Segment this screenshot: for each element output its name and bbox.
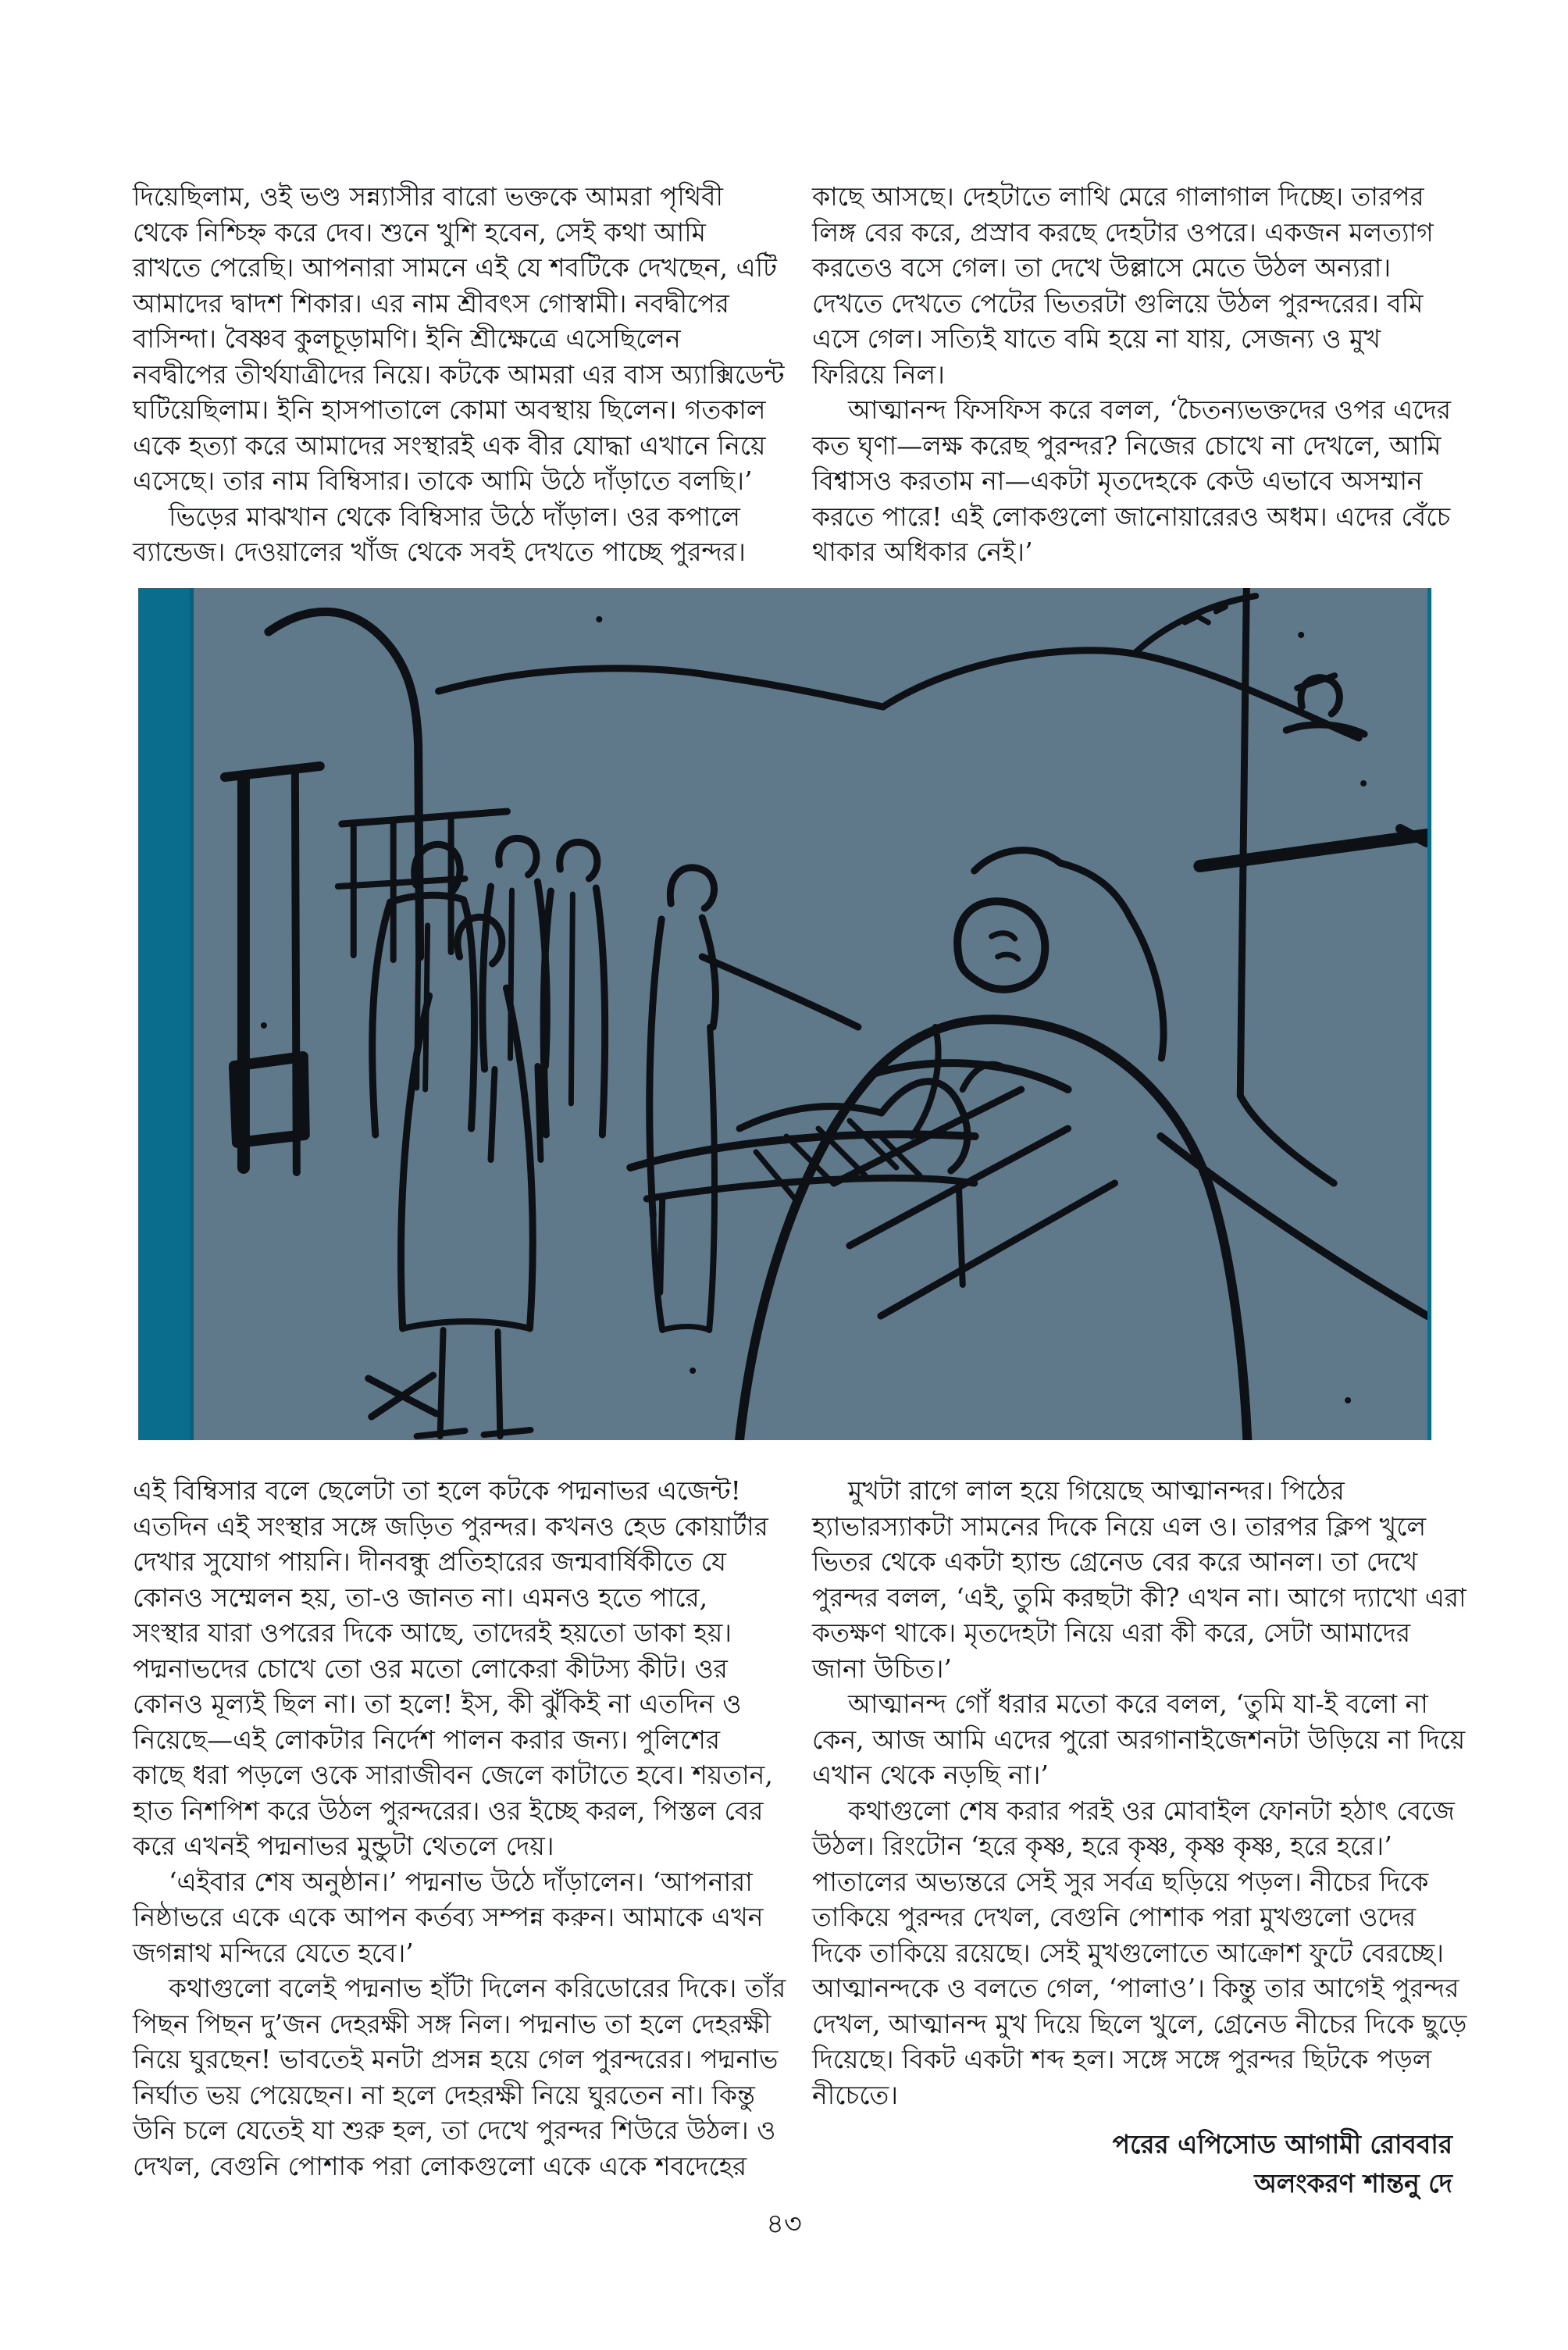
text-line: করে এখনই পদ্মনাভর মুন্ডুটা থেতলে দেয়। xyxy=(133,1831,554,1861)
text-line: দেখতে দেখতে পেটের ভিতরটা গুলিয়ে উঠল পুরন্দরের। বমি xyxy=(812,287,1424,319)
text-line: কোনও মূল্যই ছিল না। তা হলে! ইস, কী ঝুঁকিই না এতদিন ও xyxy=(133,1689,742,1719)
text-line: নবদ্বীপের তীর্থযাত্রীদের নিয়ে। কটকে আমরা এর বাস অ্যাক্সিডেন্ট xyxy=(133,358,785,390)
text-line: হাত নিশপিশ করে উঠল পুরন্দরের। ওর ইচ্ছে করল, পিস্তল বের xyxy=(133,1795,764,1826)
text-line: এখান থেকে নড়ছি না।’ xyxy=(812,1760,1049,1790)
bottom-right-text xyxy=(812,1473,1467,2113)
text-line: নিষ্ঠাভরে একে একে আপন কর্তব্য সম্পন্ন করুন। আমাকে এখন xyxy=(133,1902,764,1932)
text-line: লিঙ্গ বের করে, প্রস্রাব করছে দেহটার ওপরে। একজন মলত্যাগ xyxy=(812,216,1434,248)
text-line: করতেও বসে গেল। তা দেখে উল্লাসে মেতে উঠল অন্যরা। xyxy=(812,252,1392,283)
text-line: ঘটিয়েছিলাম। ইনি হাসপাতালে কোমা অবস্থায় ছিলেন। গতকাল xyxy=(133,394,766,425)
text-line: পিছন পিছন দু’জন দেহরক্ষী সঙ্গ নিল। পদ্মনাভ তা হলে দেহরক্ষী xyxy=(133,2008,772,2039)
text-line: নীচেতে। xyxy=(812,2079,899,2110)
text-line: করতে পারে! এই লোকগুলো জানোয়ারেরও অধম। এদের বেঁচে xyxy=(812,501,1451,532)
text-line: এই বিম্বিসার বলে ছেলেটা তা হলে কটকে পদ্মনাভর এজেন্ট! xyxy=(133,1475,741,1506)
text-line: বিশ্বাসও করতাম না—একটা মৃতদেহকে কেউ এভাবে অসম্মান xyxy=(812,465,1423,496)
text-line: পাতালের অভ্যন্তরে সেই সুর সর্বত্র ছড়িয়ে পড়ল। নীচের দিকে xyxy=(812,1866,1429,1897)
text-line: দিয়েছে। বিকট একটা শব্দ হল। সঙ্গে সঙ্গে পুরন্দর ছিটকে পড়ল xyxy=(812,2044,1432,2074)
text-line: সংস্থার যারা ওপরের দিকে আছে, তাদেরই হয়তো ডাকা হয়। xyxy=(133,1617,732,1648)
text-line: ব্যান্ডেজ। দেওয়ালের খাঁজ থেকে সবই দেখতে পাচ্ছে পুরন্দর। xyxy=(133,537,746,567)
text-line: থাকার অধিকার নেই।’ xyxy=(812,537,1033,567)
illustration-canvas xyxy=(194,588,1431,1440)
text-line: উঠল। রিংটোন ‘হরে কৃষ্ণ, হরে কৃষ্ণ, কৃষ্ণ কৃষ্ণ, হরে হরে।’ xyxy=(812,1831,1392,1861)
text-line: তাকিয়ে পুরন্দর দেখল, বেগুনি পোশাক পরা মুখগুলো ওদের xyxy=(812,1902,1417,1932)
text-line: আমাদের দ্বাদশ শিকার। এর নাম শ্রীবৎস গোস্বামী। নবদ্বীপের xyxy=(133,287,729,319)
text-line: কতক্ষণ থাকে। মৃতদেহটা নিয়ে এরা কী করে, সেটা আমাদের xyxy=(812,1617,1411,1648)
text-line: বাসিন্দা। বৈষ্ণব কুলচূড়ামণি। ইনি শ্রীক্ষেত্রে এসেছিলেন xyxy=(133,323,681,354)
text-line: আত্মানন্দ ফিসফিস করে বলল, ‘চৈতন্যভক্তদের ওপর এদের xyxy=(848,394,1451,425)
text-line: এসে গেল। সত্যিই যাতে বমি হয়ে না যায়, সেজন্য ও মুখ xyxy=(812,323,1381,354)
text-line: জানা উচিত।’ xyxy=(812,1653,952,1684)
top-left-column xyxy=(133,179,785,570)
text-line: পদ্মনাভদের চোখে তো ওর মতো লোকেরা কীটস্য কীট। ওর xyxy=(133,1653,728,1684)
text-line: দেখার সুযোগ পায়নি। দীনবন্ধু প্রতিহারের জন্মবার্ষিকীতে যে xyxy=(133,1546,726,1577)
text-line: রাখতে পেরেছি। আপনারা সামনে এই যে শবটিকে দেখছেন, এটি xyxy=(133,252,778,283)
illustration-drawing xyxy=(194,588,1427,1440)
illustration-credit: অলংকরণ শান্তনু দে xyxy=(1254,2168,1452,2198)
page-number: ৪৩ xyxy=(766,2209,802,2240)
text-line: উনি চলে যেতেই যা শুরু হল, তা দেখে পুরন্দর শিউরে উঠল। ও xyxy=(133,2115,776,2145)
text-line: কোনও সম্মেলন হয়, তা-ও জানত না। এমনও হতে পারে, xyxy=(133,1582,708,1613)
text-line: আত্মানন্দকে ও বলতে গেল, ‘পালাও’। কিন্তু তার আগেই পুরন্দর xyxy=(812,1973,1459,2003)
story-illustration xyxy=(138,588,1431,1440)
text-line: কথাগুলো শেষ করার পরই ওর মোবাইল ফোনটা হঠাৎ বেজে xyxy=(848,1795,1455,1826)
text-line: থেকে নিশ্চিহ্ন করে দেব। শুনে খুশি হবেন, সেই কথা আমি xyxy=(133,216,707,248)
text-line: একে হত্যা করে আমাদের সংস্থারই এক বীর যোদ্ধা এখানে নিয়ে xyxy=(133,430,766,461)
text-line: আত্মানন্দ গোঁ ধরার মতো করে বলল, ‘তুমি যা-ই বলো না xyxy=(848,1689,1428,1719)
text-line: ফিরিয়ে নিল। xyxy=(812,358,945,390)
text-line: এসেছে। তার নাম বিম্বিসার। তাকে আমি উঠে দাঁড়াতে বলছি।’ xyxy=(133,465,753,496)
text-line: কাছে ধরা পড়লে ওকে সারাজীবন জেলে কাটাতে হবে। শয়তান, xyxy=(133,1760,773,1790)
text-line: কত ঘৃণা—লক্ষ করেছ পুরন্দর? নিজের চোখে না দেখলে, আমি xyxy=(812,430,1441,461)
text-line: পুরন্দর বলল, ‘এই, তুমি করছটা কী? এখন না। আগে দ্যাখো এরা xyxy=(812,1582,1466,1613)
text-line: মুখটা রাগে লাল হয়ে গিয়েছে আত্মানন্দর। পিঠের xyxy=(848,1475,1345,1506)
next-episode-note: পরের এপিসোড আগামী রোববার xyxy=(1112,2129,1452,2159)
text-line: ভিতর থেকে একটা হ্যান্ড গ্রেনেড বের করে আনল। তা দেখে xyxy=(812,1546,1418,1577)
text-line: জগন্নাথ মন্দিরে যেতে হবে।’ xyxy=(133,1937,414,1968)
text-line: দেখল, আত্মানন্দ মুখ দিয়ে ছিলে খুলে, গ্রেনেড নীচের দিকে ছুড়ে xyxy=(812,2008,1467,2039)
text-line: দেখল, বেগুনি পোশাক পরা লোকগুলো একে একে শবদেহের xyxy=(133,2150,747,2181)
text-line: ‘এইবার শেষ অনুষ্ঠান।’ পদ্মনাভ উঠে দাঁড়ালেন। ‘আপনারা xyxy=(169,1866,753,1897)
text-line: কথাগুলো বলেই পদ্মনাভ হাঁটা দিলেন করিডোরের দিকে। তাঁর xyxy=(169,1973,786,2003)
illustration-accent-bar xyxy=(138,588,194,1440)
bottom-right-column xyxy=(812,1473,1467,2203)
text-line: ভিড়ের মাঝখান থেকে বিম্বিসার উঠে দাঁড়াল। ওর কপালে xyxy=(169,501,740,532)
text-line: দিয়েছিলাম, ওই ভণ্ড সন্ন্যাসীর বারো ভক্তকে আমরা পৃথিবী xyxy=(133,181,723,212)
text-line: দিকে তাকিয়ে রয়েছে। সেই মুখগুলোতে আক্রোশ ফুটে বেরচ্ছে। xyxy=(812,1937,1445,1968)
text-line: কাছে আসছে। দেহটাতে লাথি মেরে গালাগাল দিচ্ছে। তারপর xyxy=(812,181,1424,212)
text-line: নিয়ে ঘুরছেন! ভাবতেই মনটা প্রসন্ন হয়ে গেল পুরন্দরের। পদ্মনাভ xyxy=(133,2044,779,2074)
text-line: নির্ঘাত ভয় পেয়েছেন। না হলে দেহরক্ষী নিয়ে ঘুরতেন না। কিন্তু xyxy=(133,2079,755,2110)
text-line: নিয়েছে—এই লোকটার নির্দেশ পালন করার জন্য। পুলিশের xyxy=(133,1724,721,1755)
top-right-column xyxy=(812,179,1452,570)
text-line: হ্যাভারস্যাকটা সামনের দিকে নিয়ে এল ও। তারপর ক্লিপ খুলে xyxy=(812,1510,1427,1542)
text-line: এতদিন এই সংস্থার সঙ্গে জড়িত পুরন্দর। কখনও হেড কোয়ার্টার xyxy=(133,1510,768,1542)
bottom-left-column xyxy=(133,1473,786,2184)
text-line: কেন, আজ আমি এদের পুরো অরগানাইজেশনটা উড়িয়ে না দিয়ে xyxy=(812,1724,1466,1755)
